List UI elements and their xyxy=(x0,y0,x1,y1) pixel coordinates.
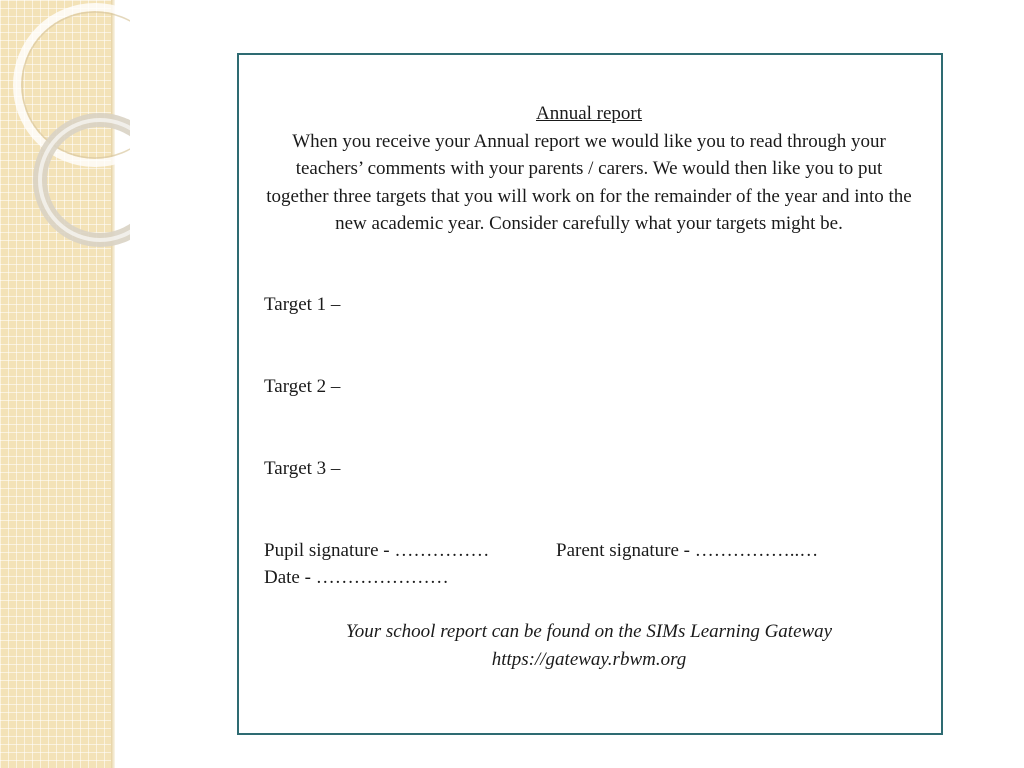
intro-paragraph: When you receive your Annual report we would like you to read through your teachers’ comments with your parents / carers. We would then like you to put together three targets that you will work on for the remainder of the year and into the new academic year. Consider carefully what your targets might be. xyxy=(266,130,912,234)
footer-note xyxy=(264,618,914,673)
parent-signature-line: Parent signature - ……………..… xyxy=(556,540,819,561)
gateway-link[interactable]: https://gateway.rbwm.org xyxy=(491,648,687,670)
date-line: Date - ………………… xyxy=(264,567,449,588)
decorative-rings-graphic xyxy=(0,0,130,260)
annual-report-content xyxy=(264,100,914,670)
footer-text: Your school report can be found on the SIMs Learning Gateway xyxy=(345,621,833,642)
target-1: Target 1 – xyxy=(264,294,341,315)
pupil-signature-line: Pupil signature - …………… xyxy=(264,540,490,561)
target-2: Target 2 – xyxy=(264,376,341,397)
page-title: Annual report xyxy=(535,103,643,124)
target-3: Target 3 – xyxy=(264,458,341,479)
signature-row xyxy=(264,537,914,565)
